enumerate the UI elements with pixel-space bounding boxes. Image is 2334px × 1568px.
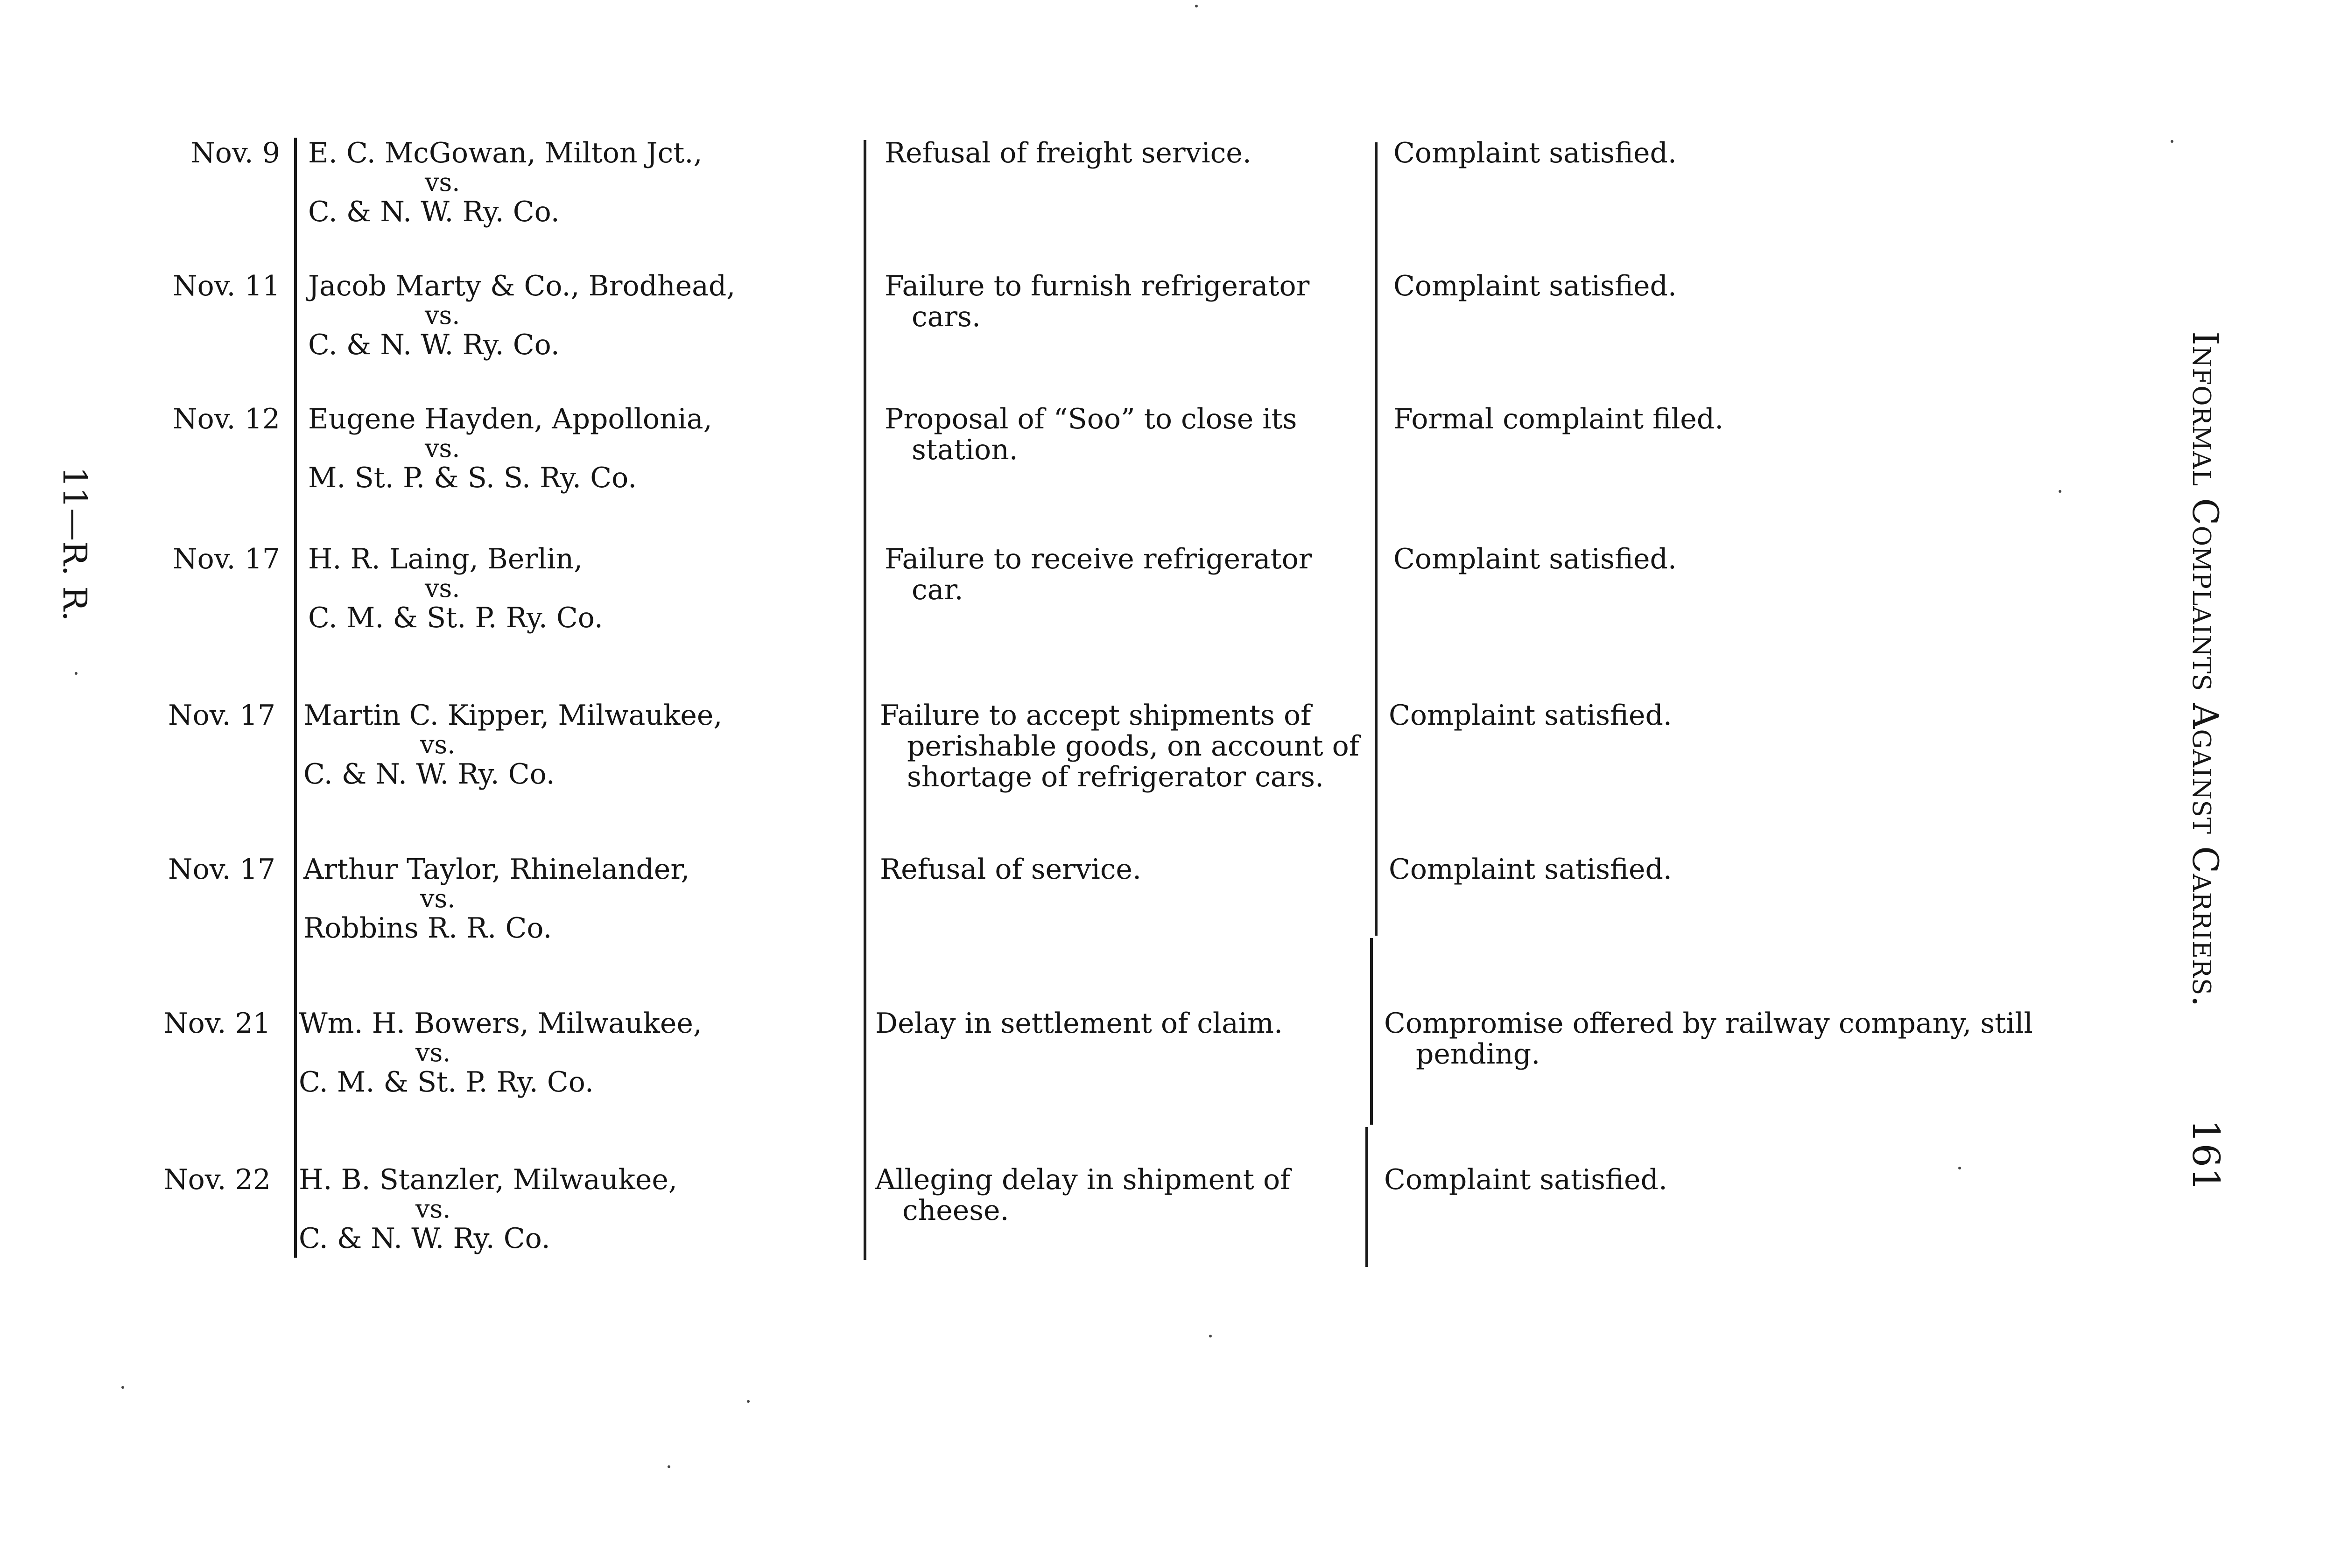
nature-line: Refusal of service.	[880, 853, 1142, 886]
versus-label: vs.	[425, 574, 460, 603]
row-date: Nov. 11	[173, 270, 280, 302]
disposition-line: Complaint satisfied.	[1389, 853, 1672, 886]
versus-label: vs.	[420, 730, 456, 759]
versus-label: vs.	[425, 434, 460, 463]
column-rule-parties	[864, 140, 866, 1260]
nature-line: perishable goods, on account of	[907, 730, 1359, 763]
complaint-nature	[885, 544, 1370, 605]
column-rule-nature-lower	[1365, 1127, 1368, 1267]
versus-label: vs.	[415, 1194, 451, 1224]
row-date: Nov. 22	[163, 1163, 271, 1196]
carrier: C. & N. W. Ry. Co.	[308, 196, 560, 228]
row-date: Nov. 12	[173, 403, 280, 435]
complaint-nature	[880, 700, 1365, 792]
nature-line: Failure to receive refrigerator	[885, 543, 1312, 575]
print-speck	[747, 1400, 750, 1403]
row-parties	[308, 544, 822, 633]
nature-line: Proposal of “Soo” to close its	[885, 403, 1297, 435]
print-speck	[1209, 1335, 1212, 1337]
complainant: H. R. Laing, Berlin,	[308, 543, 583, 575]
row-parties	[303, 700, 817, 790]
row-parties	[299, 1164, 812, 1254]
row-parties	[299, 1008, 812, 1098]
running-title: Informal Complaints Against Carriers.	[2185, 331, 2226, 1008]
complaint-disposition	[1393, 404, 2187, 434]
complainant: Martin C. Kipper, Milwaukee,	[303, 699, 723, 732]
complaint-disposition	[1393, 544, 2187, 574]
carrier: C. & N. W. Ry. Co.	[303, 758, 555, 791]
disposition-line: Complaint satisfied.	[1389, 699, 1672, 732]
column-rule-nature-middle	[1370, 938, 1373, 1125]
complaint-nature	[885, 404, 1370, 465]
versus-label: vs.	[425, 168, 460, 197]
complaint-disposition	[1384, 1164, 2178, 1195]
carrier: M. St. P. & S. S. Ry. Co.	[308, 462, 637, 494]
disposition-line: Complaint satisfied.	[1393, 137, 1677, 169]
row-date: Nov. 17	[168, 853, 275, 886]
nature-line: station.	[912, 434, 1018, 466]
carrier: C. M. & St. P. Ry. Co.	[299, 1066, 594, 1099]
complaint-disposition	[1389, 700, 2182, 731]
disposition-line: Formal complaint filed.	[1393, 403, 1724, 435]
disposition-line: Complaint satisfied.	[1393, 543, 1677, 575]
column-rule-date	[294, 138, 297, 1258]
nature-line: Failure to accept shipments of	[880, 699, 1311, 732]
page-number: 161	[2184, 1119, 2228, 1192]
disposition-line: pending.	[1416, 1038, 1540, 1071]
print-speck	[1958, 1167, 1961, 1169]
complainant: Arthur Taylor, Rhinelander,	[303, 853, 690, 886]
carrier: C. & N. W. Ry. Co.	[308, 329, 560, 361]
row-parties	[308, 138, 822, 227]
complaint-nature	[885, 271, 1370, 332]
complaint-nature	[875, 1008, 1361, 1039]
complainant: Jacob Marty & Co., Brodhead,	[308, 270, 736, 302]
complainant: E. C. McGowan, Milton Jct.,	[308, 137, 703, 169]
print-speck	[1195, 5, 1198, 7]
nature-line: Alleging delay in shipment of	[875, 1163, 1291, 1196]
print-speck	[121, 1386, 124, 1389]
complaint-disposition	[1389, 854, 2182, 885]
nature-line: Refusal of freight service.	[885, 137, 1251, 169]
complainant: H. B. Stanzler, Milwaukee,	[299, 1163, 677, 1196]
disposition-line: Complaint satisfied.	[1393, 270, 1677, 302]
complaint-disposition	[1384, 1008, 2178, 1070]
nature-line: shortage of refrigerator cars.	[907, 761, 1324, 793]
complainant: Wm. H. Bowers, Milwaukee,	[299, 1007, 702, 1040]
nature-line: cheese.	[902, 1194, 1009, 1227]
nature-line: cars.	[912, 301, 981, 333]
print-speck	[75, 672, 77, 675]
versus-label: vs.	[420, 884, 456, 913]
row-date: Nov. 17	[168, 699, 275, 732]
versus-label: vs.	[415, 1038, 451, 1067]
nature-line: Delay in settlement of claim.	[875, 1007, 1283, 1040]
row-date: Nov. 9	[190, 137, 280, 169]
carrier: C. M. & St. P. Ry. Co.	[308, 602, 603, 634]
complaint-nature	[885, 138, 1370, 168]
complaint-nature	[880, 854, 1365, 885]
row-parties	[308, 271, 822, 360]
side-label: 11—R. R.	[56, 467, 94, 622]
row-parties	[303, 854, 817, 944]
row-date: Nov. 21	[163, 1007, 271, 1040]
carrier: Robbins R. R. Co.	[303, 912, 552, 945]
column-rule-nature-upper	[1375, 142, 1378, 936]
complaint-nature	[875, 1164, 1361, 1226]
carrier: C. & N. W. Ry. Co.	[299, 1222, 550, 1255]
nature-line: Failure to furnish refrigerator	[885, 270, 1310, 302]
print-speck	[668, 1465, 670, 1468]
print-speck	[2171, 140, 2173, 143]
print-speck	[2059, 490, 2061, 493]
disposition-line: Compromise offered by railway company, still	[1384, 1007, 2033, 1040]
complainant: Eugene Hayden, Appollonia,	[308, 403, 712, 435]
nature-line: car.	[912, 574, 963, 606]
row-parties	[308, 404, 822, 493]
running-header	[2184, 331, 2228, 1192]
complaint-disposition	[1393, 271, 2187, 301]
complaint-disposition	[1393, 138, 2187, 168]
versus-label: vs.	[425, 301, 460, 330]
row-date: Nov. 17	[173, 543, 280, 575]
disposition-line: Complaint satisfied.	[1384, 1163, 1667, 1196]
